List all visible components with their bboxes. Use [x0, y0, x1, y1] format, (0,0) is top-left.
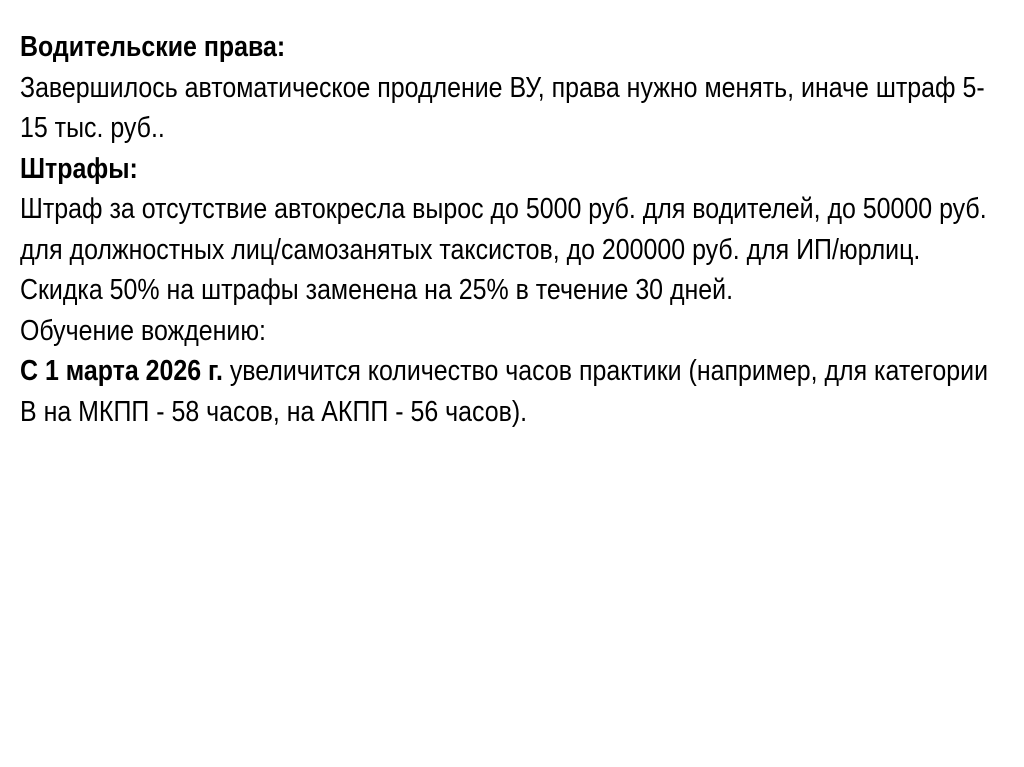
license-heading: Водительские права:	[20, 31, 286, 63]
license-text: Завершилось автоматическое продление ВУ, права нужно менять, иначе штраф 5-15 тыс. руб..	[20, 71, 985, 144]
discount-text: Скидка 50% на штрафы заменена на 25% в течение 30 дней.	[20, 274, 734, 306]
training-text: увеличится количество часов практики (например, для категории B на МКПП - 58 часов, на АКПП - 56 часов).	[20, 355, 988, 428]
training-paragraph	[20, 351, 998, 432]
training-date: С 1 марта 2026 г.	[20, 355, 223, 387]
training-heading: Обучение вождению:	[20, 314, 266, 347]
slide-content	[20, 27, 998, 432]
car-seat-fine-text: Штраф за отсутствие автокресла вырос до 5000 руб. для водителей, до 50000 руб. для должностных лиц/самозанятых таксистов, до 200000 руб. для ИП/юрлиц.	[20, 193, 987, 266]
fines-heading: Штрафы:	[20, 152, 138, 185]
